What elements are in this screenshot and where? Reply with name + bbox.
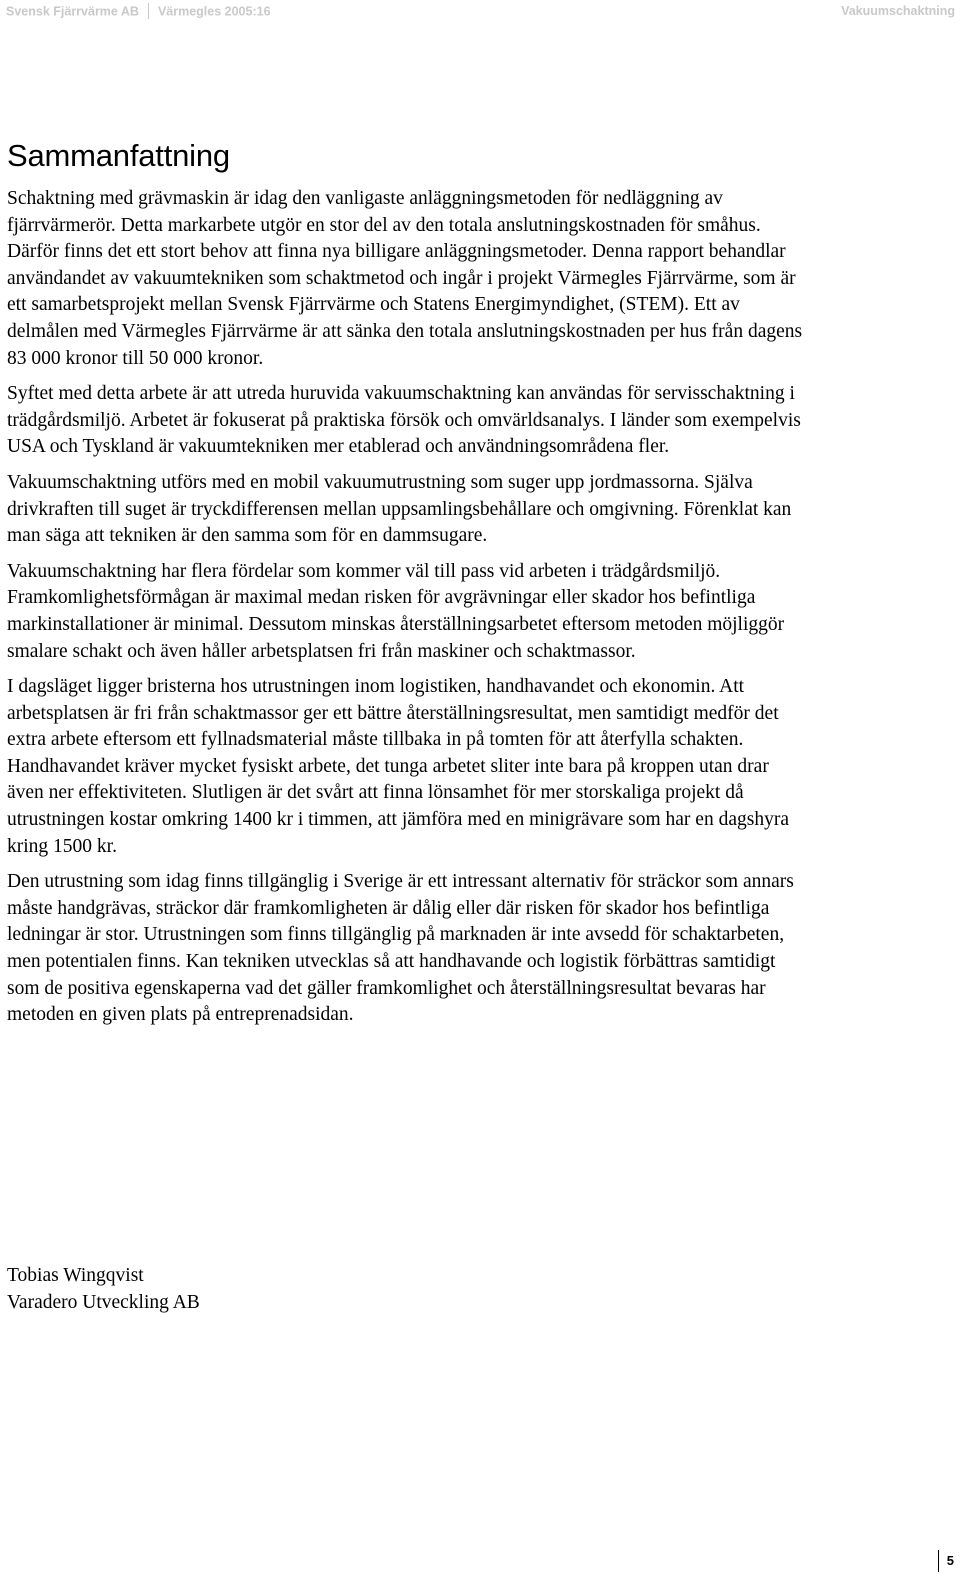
paragraph-6: Den utrustning som idag finns tillgänglig i Sverige är ett intressant alternativ för sträckor som annars måste handgrävas, sträckor där framkomligheten är dålig eller där risken för skador hos befintliga ledningar är stor. Utrustningen som finns tillgänglig på marknaden är inte avsedd för schaktarbeten, men potentialen finns. Kan tekniken utvecklas så att handhavande och logistik förbättras samtidigt som de positiva egenskaperna vad det gäller framkomlighet och återställningsresultat bevaras har metoden en given plats på entreprenadsidan.	[7, 871, 794, 1026]
header-separator	[148, 3, 149, 19]
page-header	[6, 0, 958, 24]
header-org: Svensk Fjärrvärme AB	[6, 4, 139, 19]
signature-company: Varadero Utveckling AB	[7, 1291, 200, 1313]
main-content	[7, 136, 807, 1038]
page-number: 5	[938, 1550, 954, 1572]
signature-name: Tobias Wingqvist	[7, 1265, 144, 1286]
paragraph-5: I dagsläget ligger bristerna hos utrustningen inom logistiken, handhavandet och ekonomin. Att arbetsplatsen är fri från schaktmassor ger ett bättre återställningsresultat, men samtidigt medför det extra arbete eftersom ett fyllnadsmaterial måste tillbaka in på tomten för att återfylla schakten. Handhavandet kräver mycket fysiskt arbete, det tunga arbetet sliter inte bara på kroppen utan drar även ner effektiviteten. Slutligen är det svårt att finna lönsamhet för mer storskaliga projekt då utrustningen kostar omkring 1400 kr i timmen, att jämföra med en minigrävare som har en dagshyra kring 1500 kr.	[7, 676, 789, 857]
paragraph-1: Schaktning med grävmaskin är idag den vanligaste anläggningsmetoden för nedläggning av fjärrvärmerör. Detta markarbete utgör en stor del av den totala anslutningskostnaden för småhus. Därför finns det ett stort behov att finna nya billigare anläggningsmetoder. Denna rapport behandlar användandet av vakuumtekniken som schaktmetod och ingår i projekt Värmegles Fjärrvärme, som är ett samarbetsprojekt mellan Svensk Fjärrvärme och Statens Energimyndighet, (STEM). Ett av delmålen med Värmegles Fjärrvärme är att sänka den totala anslutningskostnaden per hus från dagens 83 000 kronor till 50 000 kronor.	[7, 188, 803, 369]
header-topic: Vakuumschaktning	[841, 4, 955, 18]
paragraph-3: Vakuumschaktning utförs med en mobil vakuumutrustning som suger upp jordmassorna. Själva drivkraften till suget är tryckdifferensen mellan uppsamlingsbehållare och omgivning. Förenklat kan man säga att tekniken är den samma som för en dammsugare.	[7, 471, 792, 547]
signature-block	[7, 1263, 200, 1316]
header-series: Värmegles 2005:16	[157, 4, 271, 19]
header-left	[6, 4, 271, 20]
page-title: Sammanfattning	[7, 138, 230, 173]
paragraph-4: Vakuumschaktning har flera fördelar som kommer väl till pass vid arbeten i trädgårdsmiljö. Framkomlighetsförmågan är maximal medan risken för avgrävningar eller skador hos befintliga markinstallationer är minimal. Dessutom minskas återställningsarbetet eftersom metoden möjliggör smalare schakt och även håller arbetsplatsen fri från maskiner och schaktmassor.	[7, 560, 785, 662]
paragraph-2: Syftet med detta arbete är att utreda huruvida vakuumschaktning kan användas för servisschaktning i trädgårdsmiljö. Arbetet är fokuserat på praktiska försök och omvärldsanalys. I länder som exempelvis USA och Tyskland är vakuumtekniken mer etablerad och användningsområdena fler.	[7, 383, 801, 458]
summary-body	[7, 186, 807, 1029]
